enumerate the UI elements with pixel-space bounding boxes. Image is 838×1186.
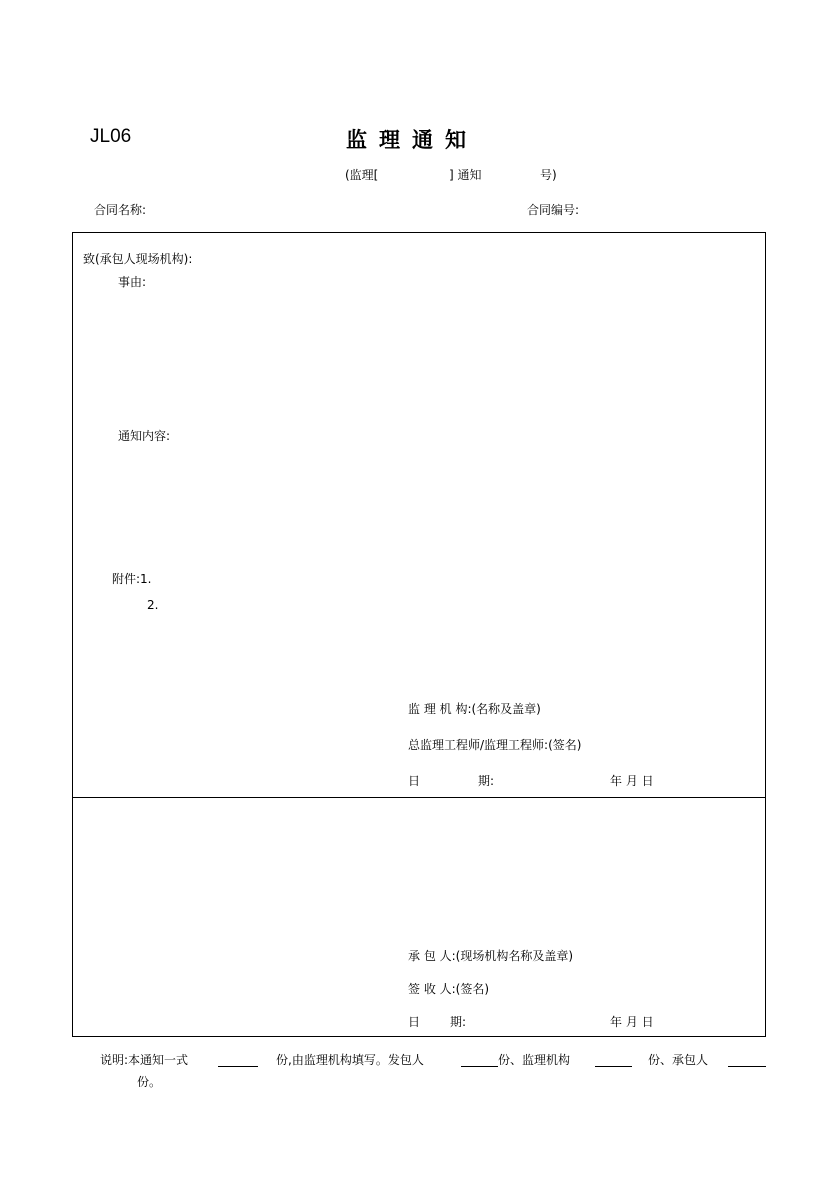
contract-name-label: 合同名称: [94, 203, 147, 217]
copies-blank-3 [595, 1066, 632, 1067]
recipient-label: 致(承包人现场机构): [83, 252, 193, 266]
copies-blank-1 [218, 1066, 258, 1067]
footer-note-part1: 说明:本通知一式 [100, 1053, 189, 1067]
receipt-section [72, 797, 766, 1037]
engineer-signature-label: 总监理工程师/监理工程师:(签名) [408, 738, 582, 752]
reason-label: 事由: [118, 275, 147, 289]
doc-number-suffix: 号) [540, 168, 557, 182]
content-label: 通知内容: [118, 429, 171, 443]
contractor-label: 承 包 人:(现场机构名称及盖章) [408, 949, 574, 963]
form-code: JL06 [90, 126, 132, 147]
receipt-date-ymd: 年 月 日 [610, 1015, 654, 1029]
footer-note-part2: 份,由监理机构填写。发包人 [276, 1053, 424, 1067]
receipt-date-label-b: 期: [450, 1015, 467, 1029]
attachment-2-label: 2. [147, 598, 159, 612]
doc-number-prefix: (监理[ [345, 168, 379, 182]
footer-note-part3: 份、监理机构 [498, 1053, 571, 1067]
attachment-label: 附件:1. [112, 572, 152, 586]
notice-date-ymd: 年 月 日 [610, 774, 654, 788]
page-title: 监理通知 [346, 128, 478, 152]
notice-date-label-a: 日 [408, 774, 421, 788]
contract-number-label: 合同编号: [527, 203, 580, 217]
footer-note-part4: 份、承包人 [648, 1053, 709, 1067]
copies-blank-2 [461, 1066, 498, 1067]
doc-number-middle: ] 通知 [449, 168, 482, 182]
footer-note-line2: 份。 [137, 1075, 162, 1089]
receipt-date-label-a: 日 [408, 1015, 421, 1029]
copies-blank-4 [728, 1066, 766, 1067]
supervisor-org-label: 监 理 机 构:(名称及盖章) [408, 702, 541, 716]
signer-label: 签 收 人:(签名) [408, 982, 490, 996]
notice-date-label-b: 期: [478, 774, 495, 788]
